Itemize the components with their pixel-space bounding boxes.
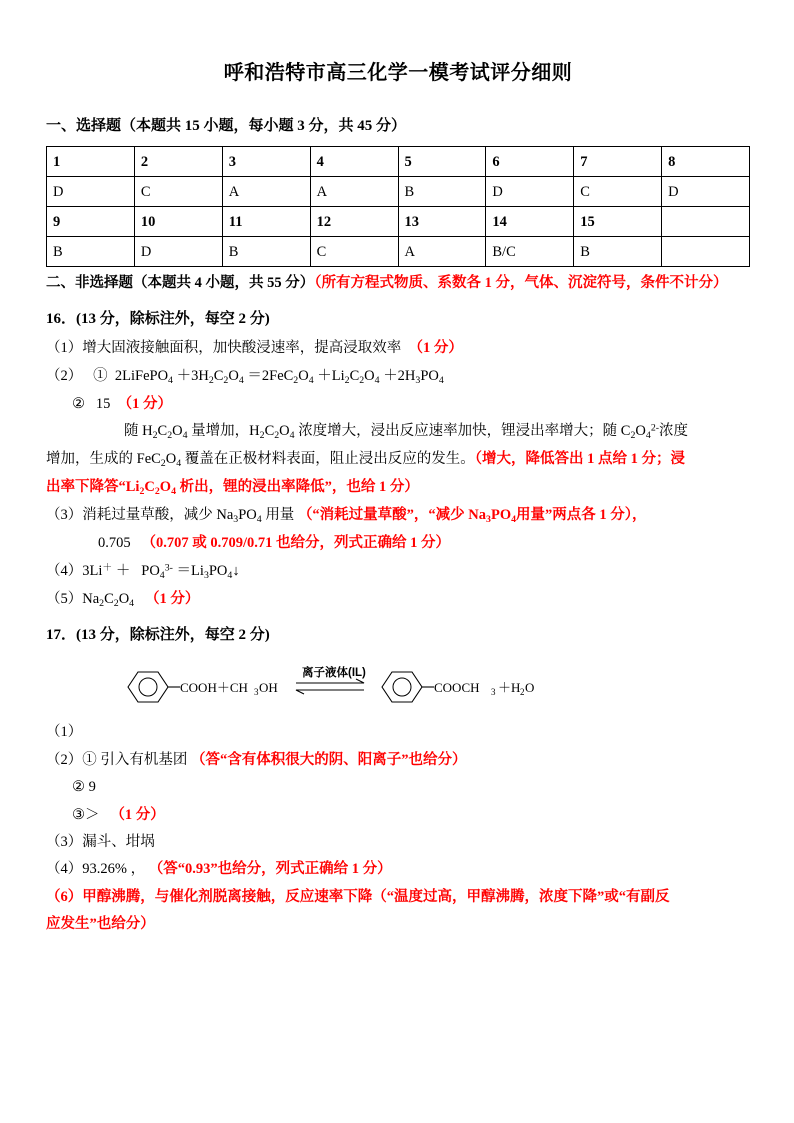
answer-cell: D bbox=[486, 177, 574, 207]
q16-explanation-note-2: 出率下降答“$Li_2C_2O_4$ 析出，锂的浸出率降低”，也给 1 分） bbox=[46, 479, 419, 498]
question-number: 2 bbox=[134, 147, 222, 177]
answer-cell: B bbox=[574, 237, 662, 267]
scheme-product: ＋H bbox=[498, 680, 521, 696]
benzene-ring-right bbox=[382, 672, 422, 702]
table-row bbox=[47, 177, 750, 207]
question-number: 9 bbox=[47, 207, 135, 237]
scheme-right-formula: COOCH bbox=[434, 680, 480, 696]
arrowhead-forward bbox=[356, 679, 364, 683]
question-number: 3 bbox=[222, 147, 310, 177]
question-number bbox=[662, 207, 750, 237]
q16-part2-score: （1 分） bbox=[117, 395, 172, 412]
q16-part1 bbox=[46, 337, 750, 359]
aromatic-circle-left bbox=[139, 678, 157, 696]
q16-part1-text: 增大固液接触面积，加快酸浸速率，提高浸取效率 bbox=[82, 340, 402, 357]
q17-part2-compare: ＞ bbox=[85, 806, 100, 823]
answer-cell: B bbox=[398, 177, 486, 207]
question-number: 7 bbox=[574, 147, 662, 177]
answer-cell: C bbox=[134, 177, 222, 207]
q16-part5-text: $Na_2C_2O_4$ bbox=[82, 590, 135, 609]
q17-part6-line-1: （6）甲醇沸腾，与催化剂脱离接触，反应速率下降（“温度过高，甲醇沸腾，浓度下降”或“有副反 bbox=[46, 888, 670, 905]
question-number: 11 bbox=[222, 207, 310, 237]
q16-part3-label: （3） bbox=[46, 507, 83, 524]
answer-cell: D bbox=[134, 237, 222, 267]
q17-part2-text: 引入有机基团 bbox=[100, 751, 188, 768]
answer-cell: B bbox=[222, 237, 310, 267]
aromatic-circle-right bbox=[393, 678, 411, 696]
q17-part2-score: （1 分） bbox=[110, 806, 165, 823]
q17-part2-item3 bbox=[72, 804, 750, 826]
q16-part3-value: 0.705 bbox=[98, 535, 131, 552]
q17-part4-label: （4） bbox=[46, 861, 83, 878]
scheme-left-sub: 3 bbox=[254, 687, 259, 698]
reaction-scheme-diagram bbox=[46, 659, 750, 715]
scheme-left-formula-2: OH bbox=[259, 680, 278, 696]
q17-part2 bbox=[46, 749, 750, 771]
q17-part4-note: （答“0.93”也给分，列式正确给 1 分） bbox=[148, 861, 392, 878]
section-1-heading: 一、选择题（本题共 15 小题，每小题 3 分，共 45 分） bbox=[46, 118, 407, 134]
q17-part3-text: 漏斗、坩埚 bbox=[82, 834, 155, 850]
question-number: 4 bbox=[310, 147, 398, 177]
question-number: 8 bbox=[662, 147, 750, 177]
q17-part2-item2 bbox=[72, 776, 750, 798]
section-2-heading: 二、非选择题（本题共 4 小题，共 55 分） bbox=[46, 275, 315, 292]
q16-explanation-line-1: 随 $H_2C_2O_4$ 量增加，$H_2C_2O_4$ 浓度增大，浸出反应速率加快，锂浸出率增大；随 $C_2O_4^{2-}$浓度 bbox=[124, 422, 689, 441]
table-row bbox=[47, 147, 750, 177]
q17-part6-line-2: 应发生”也给分） bbox=[46, 916, 155, 933]
q16-explanation-note-1: （增大，降低答出 1 点给 1 分；浸 bbox=[474, 451, 685, 468]
question-number: 10 bbox=[134, 207, 222, 237]
multiple-choice-answer-table bbox=[46, 146, 750, 267]
q17-part3-label: （3） bbox=[46, 834, 83, 850]
q17-part1 bbox=[46, 721, 750, 743]
answer-cell: A bbox=[222, 177, 310, 207]
q16-part2-item2 bbox=[72, 393, 750, 415]
table-row bbox=[47, 237, 750, 267]
q17-part2-circle-1: ① bbox=[82, 751, 97, 768]
q17-part2-label: （2） bbox=[46, 751, 83, 768]
question-number: 6 bbox=[486, 147, 574, 177]
table-row bbox=[47, 207, 750, 237]
page-title: 呼和浩特市高三化学一模考试评分细则 bbox=[223, 62, 573, 84]
q17-part2-value: 9 bbox=[88, 779, 96, 796]
q16-equation-2: $3Li^+ + PO_4^{3-}$ $=Li_3PO_4↓$ bbox=[82, 562, 240, 581]
q16-part3-value-line bbox=[98, 532, 750, 554]
q17-part3 bbox=[46, 831, 750, 853]
q17-part1-label: （1） bbox=[46, 724, 83, 741]
question-number: 14 bbox=[486, 207, 574, 237]
answer-cell: B/C bbox=[486, 237, 574, 267]
answer-cell: D bbox=[47, 177, 135, 207]
q16-part2-label: （2） bbox=[46, 367, 83, 384]
q16-part3-note: （“消耗过量草酸”，“减少 $Na_3PO_4$用量”两点各 1 分）， bbox=[297, 507, 647, 526]
q16-part2 bbox=[46, 365, 750, 388]
answer-cell: B bbox=[47, 237, 135, 267]
question-number: 15 bbox=[574, 207, 662, 237]
answer-cell: C bbox=[310, 237, 398, 267]
q16-part2-circle-2: ② bbox=[72, 395, 85, 412]
question-number: 5 bbox=[398, 147, 486, 177]
question-number: 13 bbox=[398, 207, 486, 237]
q16-part3 bbox=[46, 504, 750, 527]
q17-part2-circle-2: ② bbox=[72, 779, 85, 796]
question-16-heading: 16．(13 分，除标注外，每空 2 分) bbox=[46, 311, 270, 327]
q16-part4-label: （4） bbox=[46, 562, 83, 579]
scheme-right-sub: 3 bbox=[491, 687, 496, 698]
scheme-left-formula: COOH＋CH bbox=[180, 680, 248, 696]
answer-cell: D bbox=[662, 177, 750, 207]
scheme-catalyst-label: 离子液体(IL) bbox=[302, 667, 366, 680]
esterification-scheme-svg bbox=[106, 659, 536, 715]
q16-part4 bbox=[46, 560, 750, 583]
q16-explanation-line-2: 增加，生成的 $FeC_2O_4$ 覆盖在正极材料表面，阻止浸出反应的发生。（增大，降低答出 1 点给 1 分；浸 bbox=[46, 451, 685, 469]
q16-part1-label: （1） bbox=[46, 340, 83, 357]
answer-cell: A bbox=[310, 177, 398, 207]
q16-part1-score: （1 分） bbox=[408, 340, 463, 357]
q16-part5 bbox=[46, 588, 750, 611]
q16-equation-1: 2LiFePO$_4$ $+3H_2C_2O_4 =2FeC_2O_4 +Li_2C_2O_4 +2H_3PO_4$ bbox=[114, 367, 444, 386]
q16-part3-value-note: （0.707 或 0.709/0.71 也给分，列式正确给 1 分） bbox=[141, 535, 451, 552]
section-2-heading-line bbox=[46, 273, 750, 295]
q16-part5-label: （5） bbox=[46, 590, 83, 607]
section-2-heading-note: （所有方程式物质、系数各 1 分，气体、沉淀符号，条件不计分） bbox=[314, 275, 728, 292]
q17-part2-note: （答“含有体积很大的阴、阳离子”也给分） bbox=[191, 751, 467, 768]
q16-part3-text: 消耗过量草酸，减少 $Na_3PO_4$ 用量 bbox=[82, 507, 295, 526]
scheme-product-o: O bbox=[525, 680, 535, 696]
q17-part2-circle-3: ③ bbox=[72, 806, 85, 823]
arrowhead-reverse bbox=[296, 690, 304, 694]
benzene-ring-left bbox=[128, 672, 168, 702]
answer-cell bbox=[662, 237, 750, 267]
q16-part5-score: （1 分） bbox=[144, 590, 200, 607]
question-number: 1 bbox=[47, 147, 135, 177]
question-number: 12 bbox=[310, 207, 398, 237]
q17-part4-text: 93.26% ， bbox=[82, 861, 146, 878]
q16-part2-value: 15 bbox=[95, 395, 111, 412]
question-17-heading: 17．(13 分，除标注外，每空 2 分) bbox=[46, 626, 270, 643]
answer-cell: A bbox=[398, 237, 486, 267]
q16-part2-circle-1: ① bbox=[93, 367, 108, 384]
scheme-product-sub: 2 bbox=[520, 687, 525, 698]
q17-part4 bbox=[46, 858, 750, 880]
answer-cell: C bbox=[574, 177, 662, 207]
